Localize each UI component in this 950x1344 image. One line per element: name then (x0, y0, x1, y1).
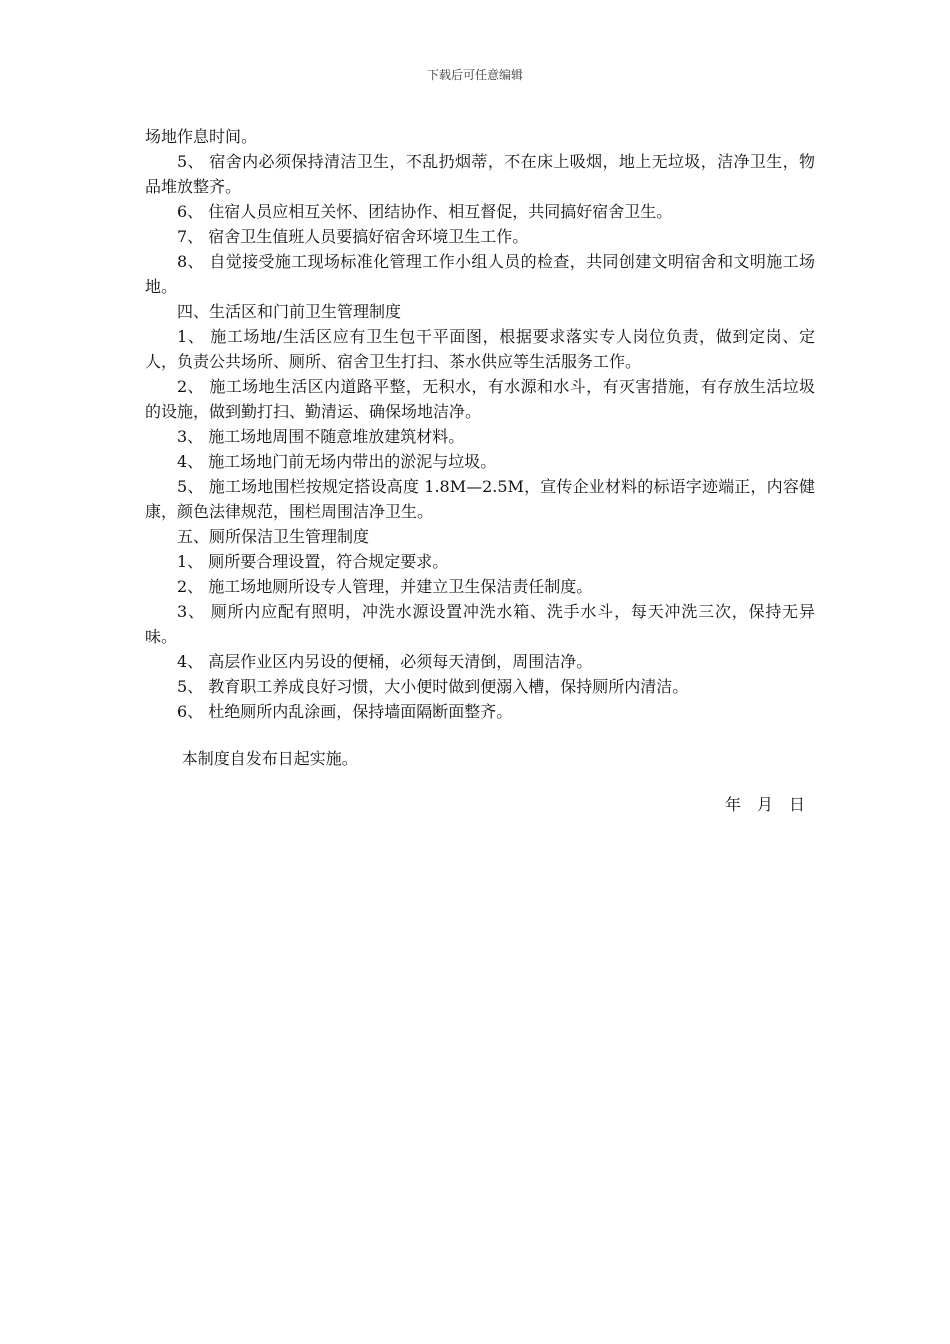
section-5-title: 五、厕所保洁卫生管理制度 (177, 527, 370, 546)
toilet-rule-4: 4、 高层作业区内另设的便桶，必须每天清倒，周围洁净。 (177, 652, 593, 671)
section-4-title: 四、生活区和门前卫生管理制度 (177, 302, 402, 321)
dorm-rule-8: 8、 自觉接受施工现场标准化管理工作小组人员的检查，共同创建文明宿舍和文明施工场地。 (145, 252, 815, 296)
dorm-rule-7: 7、 宿舍卫生值班人员要搞好宿舍环境卫生工作。 (177, 227, 529, 246)
intro-fragment: 场地作息时间。 (145, 127, 258, 146)
date-line: 年 月 日 (724, 795, 805, 814)
living-area-rule-3: 3、 施工场地周围不随意堆放建筑材料。 (177, 427, 465, 446)
closing-statement: 本制度自发布日起实施。 (181, 749, 358, 768)
document-body (145, 124, 815, 817)
dorm-rule-5: 5、 宿舍内必须保持清洁卫生，不乱扔烟蒂，不在床上吸烟，地上无垃圾，洁净卫生，物品堆放整齐。 (145, 152, 815, 196)
page-header-note: 下载后可任意编辑 (426, 68, 523, 82)
toilet-rule-1: 1、 厕所要合理设置，符合规定要求。 (177, 552, 449, 571)
living-area-rule-5: 5、 施工场地围栏按规定搭设高度 1.8M—2.5M，宣传企业材料的标语字迹端正，内容健康，颜色法律规范，围栏周围洁净卫生。 (145, 477, 815, 521)
toilet-rule-5: 5、 教育职工养成良好习惯，大小便时做到便溺入槽，保持厕所内清洁。 (177, 677, 689, 696)
toilet-rule-2: 2、 施工场地厕所设专人管理，并建立卫生保洁责任制度。 (177, 577, 593, 596)
living-area-rule-1: 1、 施工场地/生活区应有卫生包干平面图，根据要求落实专人岗位负责，做到定岗、定人，负责公共场所、厕所、宿舍卫生打扫、茶水供应等生活服务工作。 (145, 327, 815, 371)
toilet-rule-3: 3、 厕所内应配有照明，冲洗水源设置冲洗水箱、洗手水斗，每天冲洗三次，保持无异味。 (145, 602, 815, 646)
dorm-rule-6: 6、 住宿人员应相互关怀、团结协作、相互督促，共同搞好宿舍卫生。 (177, 202, 673, 221)
living-area-rule-4: 4、 施工场地门前无场内带出的淤泥与垃圾。 (177, 452, 497, 471)
living-area-rule-2: 2、 施工场地生活区内道路平整，无积水，有水源和水斗，有灭害措施，有存放生活垃圾的设施，做到勤打扫、勤清运、确保场地洁净。 (145, 377, 815, 421)
toilet-rule-6: 6、 杜绝厕所内乱涂画，保持墙面隔断面整齐。 (177, 702, 513, 721)
